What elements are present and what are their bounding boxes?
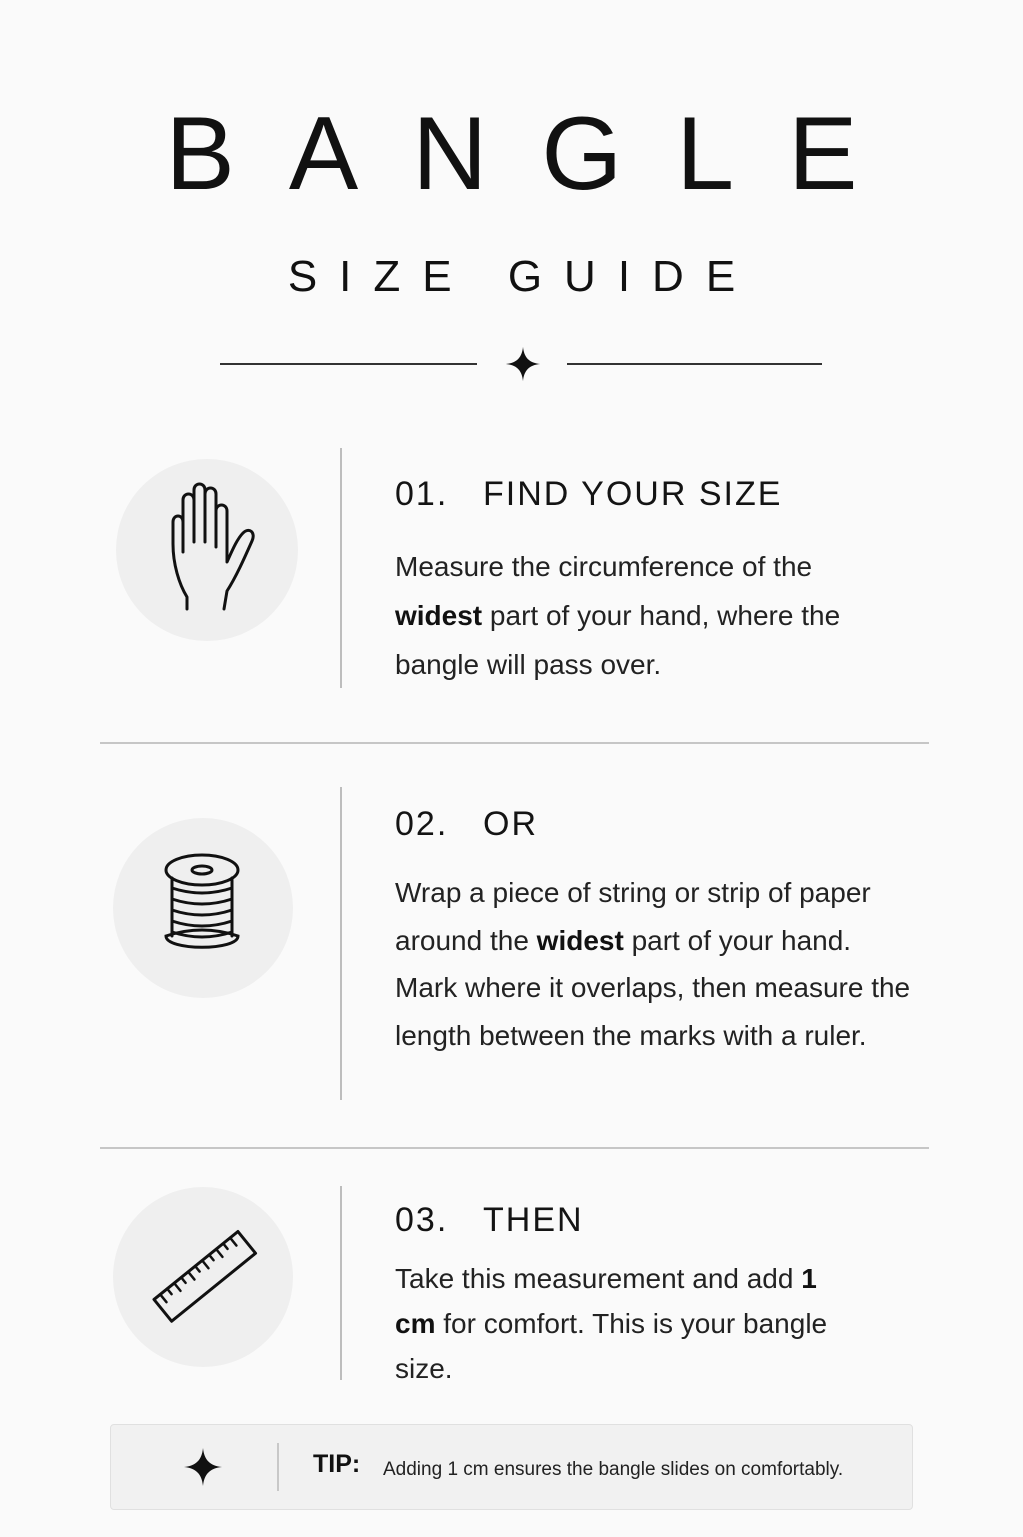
tip-box	[110, 1424, 913, 1510]
emphasis-text: widest	[536, 924, 624, 956]
section-divider	[100, 742, 929, 744]
section-divider	[100, 1147, 929, 1149]
step-icon-circle	[113, 1187, 293, 1367]
step-heading	[395, 807, 538, 841]
step-separator	[340, 1186, 342, 1380]
tip-label: TIP:	[313, 1450, 361, 1478]
divider-line-left	[220, 363, 477, 365]
step-heading-text: OR	[483, 805, 538, 843]
emphasis-text: 1 cm	[395, 1263, 817, 1339]
page-title: BANGLE	[165, 96, 912, 212]
step-heading	[395, 1203, 584, 1237]
emphasis-text: widest	[395, 600, 483, 631]
step-heading-text: FIND YOUR SIZE	[483, 475, 783, 513]
hand-icon	[116, 459, 298, 641]
step-heading	[395, 477, 782, 511]
page-subtitle: SIZE GUIDE	[287, 252, 758, 301]
step-icon-circle	[116, 459, 298, 641]
step-description: Wrap a piece of string or strip of paper around the widest part of your hand. Mark where it overlaps, then measure the length between the marks with a ruler.	[395, 877, 911, 1051]
step-number: 03.	[395, 1201, 449, 1239]
ruler-icon	[113, 1187, 293, 1367]
step-number: 02.	[395, 805, 449, 843]
step-separator	[340, 448, 342, 688]
star-icon	[505, 346, 541, 382]
step-heading-text: THEN	[483, 1201, 584, 1239]
step-separator	[340, 787, 342, 1100]
tip-separator	[277, 1443, 279, 1491]
divider-line-right	[567, 363, 822, 365]
step-icon-circle	[113, 818, 293, 998]
tip-text: Adding 1 cm ensures the bangle slides on comfortably.	[383, 1459, 844, 1480]
step-description: Take this measurement and add 1 cm for comfort. This is your bangle size.	[395, 1263, 828, 1384]
step-description: Measure the circumference of the widest part of your hand, where the bangle will pass over.	[395, 551, 841, 680]
thread-spool-icon	[113, 818, 293, 998]
star-icon	[183, 1447, 223, 1487]
step-number: 01.	[395, 475, 449, 513]
